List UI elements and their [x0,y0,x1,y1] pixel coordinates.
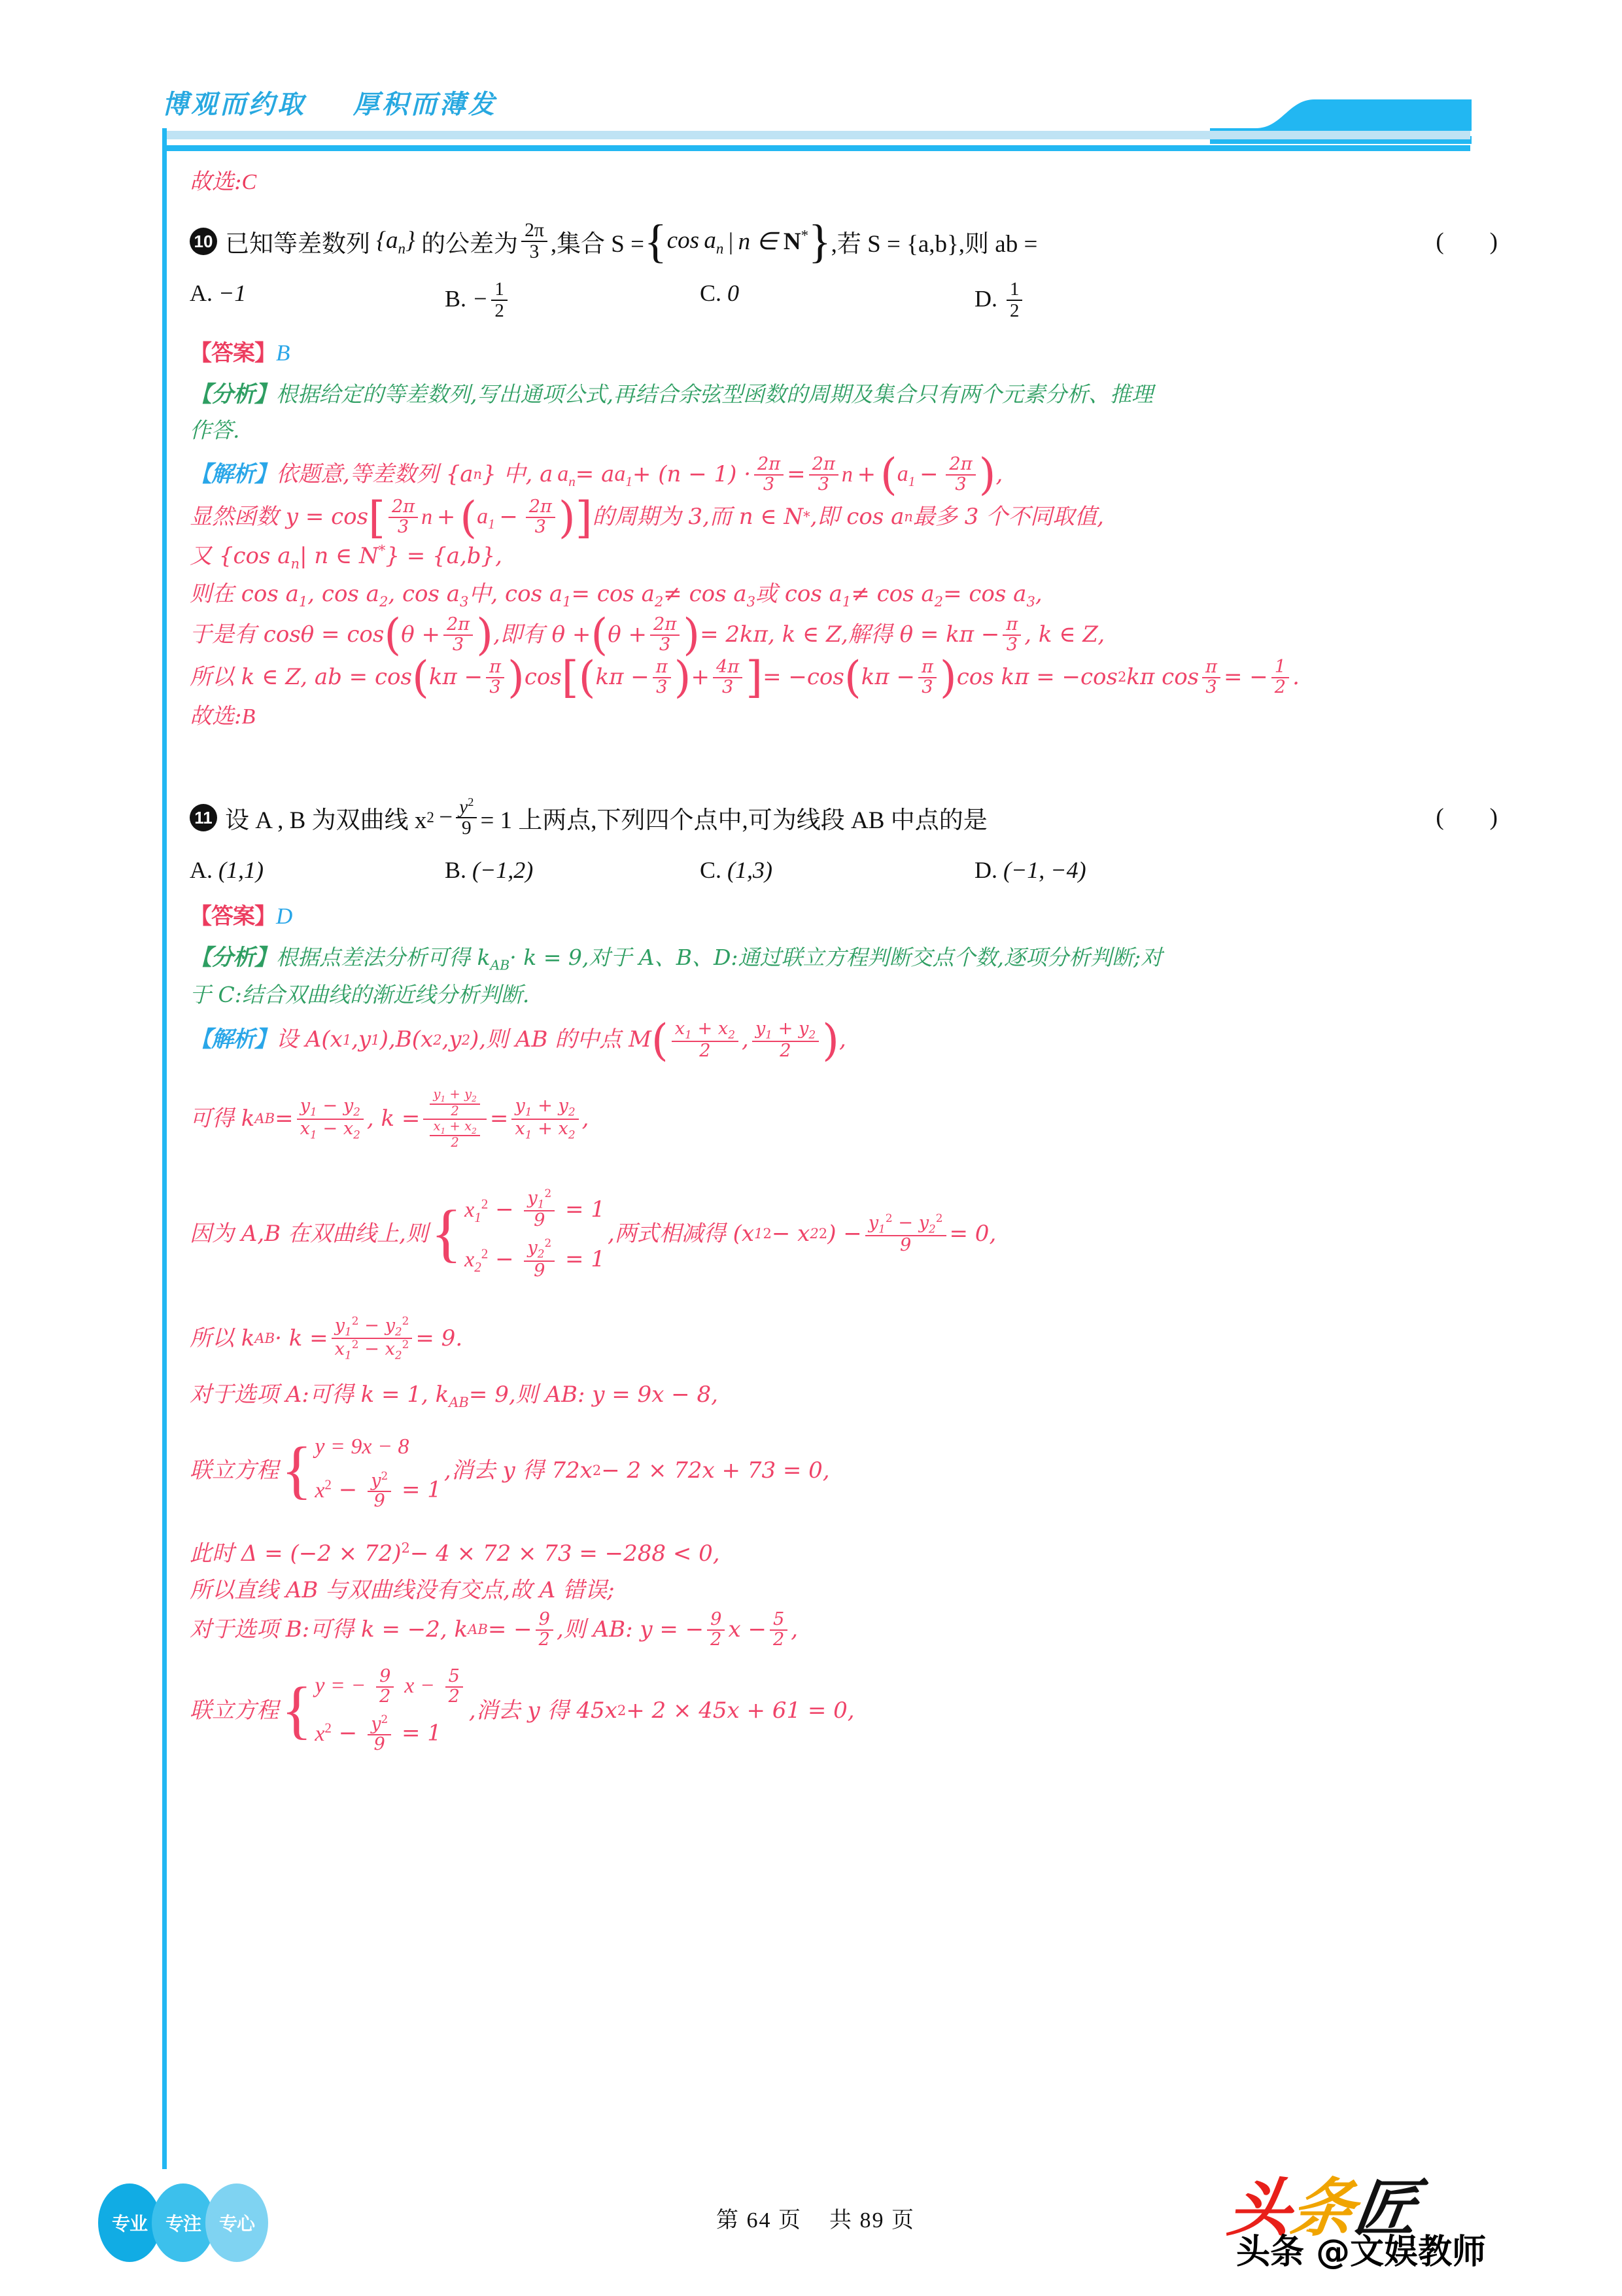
question-10-analysis: 【分析】根据给定的等差数列,写出通项公式,再结合余弦型函数的周期及集合只有两个元素分析、推理 作答. [190,381,1153,444]
question-11-solution [190,1014,1498,1758]
solution-label: 【解析】 [190,461,276,487]
set-brace-close: } [808,215,831,268]
solution-line-8: 所以直线 AB 与双曲线没有交点,故 A 错误; [190,1576,615,1603]
page-number: 第 64 页 共 89 页 [716,2208,915,2233]
header-rule-accent [162,145,1470,151]
badge-focused: 专注 [152,2183,215,2262]
watermark-logo: 头条匠 [1224,2172,1423,2245]
option-d[interactable]: D. $\frac{1}{2}$ [975,279,1026,320]
solution-line-3: 因为 A,B 在双曲线上,则 { $x_1^2$ − $\frac{y_1^2}{9}$ = 1 $x_2^2$ − $\frac{y_2^2}{9}$ = 1 ,两式相减得 (x 1 2 − x 2 2 ) − $\frac{y_1^2 - y_2^2}{9}$ = 0, [190,1184,1498,1285]
option-a[interactable]: A. −1 [190,280,247,307]
option-a-system-of-equations: { y = 9x − 8 $x^2$ − $\frac{y^2}{9}$ = 1 [281,1434,441,1511]
option-b[interactable]: B. (−1,2) [445,856,534,883]
badge-professional: 专业 [98,2183,161,2262]
set-condition: n ∈ N* [738,228,809,256]
previous-question-conclusion: 故选:C [190,169,257,195]
hyperbola-fraction: $\frac{y^2}{9}$ [456,796,477,839]
solution-label: 【解析】 [190,1026,276,1053]
set-brace-open: { [644,215,667,268]
option-b[interactable]: B. − $\frac{1}{2}$ [445,279,700,320]
brand-badges [98,2183,259,2262]
solution-line-5: 对于选项 A:可得 k = 1, $k_{AB}= 9$,则 AB: y = 9x − 8, [190,1381,718,1410]
solution-line-7: 此时 $\Delta = (-2 \times 72)^2- 4 \times 72 \times 73 = -288 < 0$, [190,1540,720,1567]
solution-line-1: 【解析】 设 A(x 1 ,y 1 ),B(x 2 ,y 2 ),则 AB 的中点 M ( $\frac{x_1 + x_2}{2}$ , $\frac{y_1 + y_2}{2}$ ) , [190,1014,846,1066]
previous-answer-letter: C [241,170,257,194]
answer-paren-close: ) [1489,804,1498,831]
badge-dedicated: 专心 [205,2183,268,2262]
option-b-system-of-equations: { y = − $\frac{9}{2}$ x − $\frac{5}{2}$ $x^2$ − $\frac{y^2}{9}$ = 1 [281,1663,466,1758]
option-a[interactable]: A. (1,1) [190,856,264,883]
sequence-notation: $\{a_n\}$ [370,226,422,257]
option-b-fraction: $\frac{1}{2}$ [491,279,507,320]
answer-paren-open: ( [1436,228,1444,255]
question-10-options [190,279,1498,320]
question-11-options [190,856,1498,884]
answer-label: 【答案】 [190,904,276,929]
solution-line-9: 对于选项 B:可得 k = −2, k AB = − $\frac{9}{2}$ ,则 AB: y = − $\frac{9}{2}$ x − $\frac{5}{2}$ , [190,1609,799,1650]
header-motto: 博观而约取 厚积而薄发 [162,90,497,120]
page-header [0,0,1622,150]
question-10-solution [190,449,1498,733]
watermark [1224,2159,1622,2296]
header-rule-light [162,131,1470,139]
option-d[interactable]: D. (−1, −4) [975,856,1086,883]
question-number-badge: 11 [190,804,217,831]
answer-paren-close: ) [1489,228,1498,255]
set-element: $\cos a_n$ [666,226,724,257]
watermark-handle: 头条 @文娱教师 [1236,2233,1487,2272]
solution-line-5: 于是有 cosθ = cos ( θ + $\frac{2\pi}{3}$ ) ,即有 θ + ( θ + $\frac{2\pi}{3}$ ) = 2kπ, k ∈ Z,解得 θ = kπ − $\frac{\pi}{3}$ , k ∈ Z, [190,609,1105,661]
answer-value: D [276,903,293,929]
solution-line-6: 所以 k ∈ Z, ab = cos ( kπ − $\frac{\pi}{3}$ ) cos [ ( kπ − $\frac{\pi}{3}$ ) + $\frac{4\pi}{3}$ ] = −cos ( kπ − $\frac{\pi}{3}$ ) cos kπ = −cos 2 kπ cos $\frac{\pi}{3}$ = − $\frac{1}{2}$ . [190,652,1300,703]
set-divider: | [723,228,738,255]
solution-line-10: 联立方程 { y = − $\frac{9}{2}$ x − $\frac{5}{2}$ $x^2$ − $\frac{y^2}{9}$ = 1 ,消去 y 得 45x 2 + 2 × 45x + 61 = 0, [190,1663,1498,1758]
solution-line-1: 【解析】 依题意,等差数列 {a n } 中, a $a_n$ = a $a_1$ + (n − 1) · $\frac{2\pi}{3}$ = $\frac{2\pi}{3}$ n + ( $a_1$ − $\frac{2\pi}{3}$ ) , [190,449,1003,500]
solution-line-6: 联立方程 { y = 9x − 8 $x^2$ − $\frac{y^2}{9}$ = 1 ,消去 y 得 72x 2 − 2 × 72x + 73 = 0, [190,1427,1498,1514]
question-10-stem: 10 已知等差数列 $\{a_n\}$ 的公差为 $\frac{2\pi}{3}$ ,集合 S = { $\cos a_n$ | n ∈ N* } ,若 S = {a,b},则 ab = ( ) [190,220,1498,262]
page-footer [0,2172,1622,2296]
solution-line-3: 又 {cos $a_n|$ n ∈ N*} = {a,b}, [190,542,502,572]
q10-final-answer: B [241,704,256,729]
question-11-stem: 11 设 A , B 为双曲线 x 2 − $\frac{y^2}{9}$ = 1 上两点,下列四个点中,可为线段 AB 中点的是 ( ) [190,796,1498,839]
option-c[interactable]: C. (1,3) [700,856,772,883]
option-c[interactable]: C. 0 [700,280,740,307]
left-margin-rule [162,128,167,2169]
answer-label: 【答案】 [190,341,276,366]
option-d-fraction: $\frac{1}{2}$ [1007,279,1022,320]
solution-line-2: 显然函数 y = cos [ $\frac{2\pi}{3}$ n + ( $a_1$ − $\frac{2\pi}{3}$ ) ] 的周期为 3,而 n ∈ N * ,即 cos a n 最多 3 个不同取值, [190,491,1104,543]
analysis-label: 【分析】 [190,381,276,408]
solution-line-4: 所以 k AB · k = $\frac{y_1^2 - y_2^2}{x_1^2 - x_2^2}$ = 9. [190,1314,463,1362]
answer-value: B [276,339,290,366]
common-difference-fraction: $\frac{2\pi}{3}$ [521,220,547,262]
question-10-conclusion: 故选:B [190,703,256,730]
analysis-label: 【分析】 [190,944,276,971]
solution-line-2: 可得 k AB = $\frac{y_1 - y_2}{x_1 - x_2}$ , k = $\frac{\frac{y_1 + y_2}{2}}{\frac{x_1 + x_2}{2}}$ = $\frac{y_1 + y_2}{x_1 + x_2}$ , [190,1087,589,1151]
question-11-analysis: 【分析】根据点差法分析可得 $k_{AB}\cdot k = 9$,对于 A、B、D:通过联立方程判断交点个数,逐项分析判断;对 于 C:结合双曲线的渐近线分析判断. [190,944,1163,1007]
question-number-badge: 10 [190,228,217,255]
question-10-answer [190,335,1498,367]
solution-line-4: 则在 $\cos a_1$, $\cos a_2$, $\cos a_3$中, $\cos a_1= \cos a_2\ne \cos a_3$或 $\cos a_1\ne \cos a_2= \cos a_3$, [190,580,1043,610]
page-content [190,157,1498,1762]
answer-paren-open: ( [1436,804,1444,831]
question-11-answer [190,898,1498,930]
hyperbola-system-of-equations: { $x_1^2$ − $\frac{y_1^2}{9}$ = 1 $x_2^2$ − $\frac{y_2^2}{9}$ = 1 [430,1186,605,1281]
